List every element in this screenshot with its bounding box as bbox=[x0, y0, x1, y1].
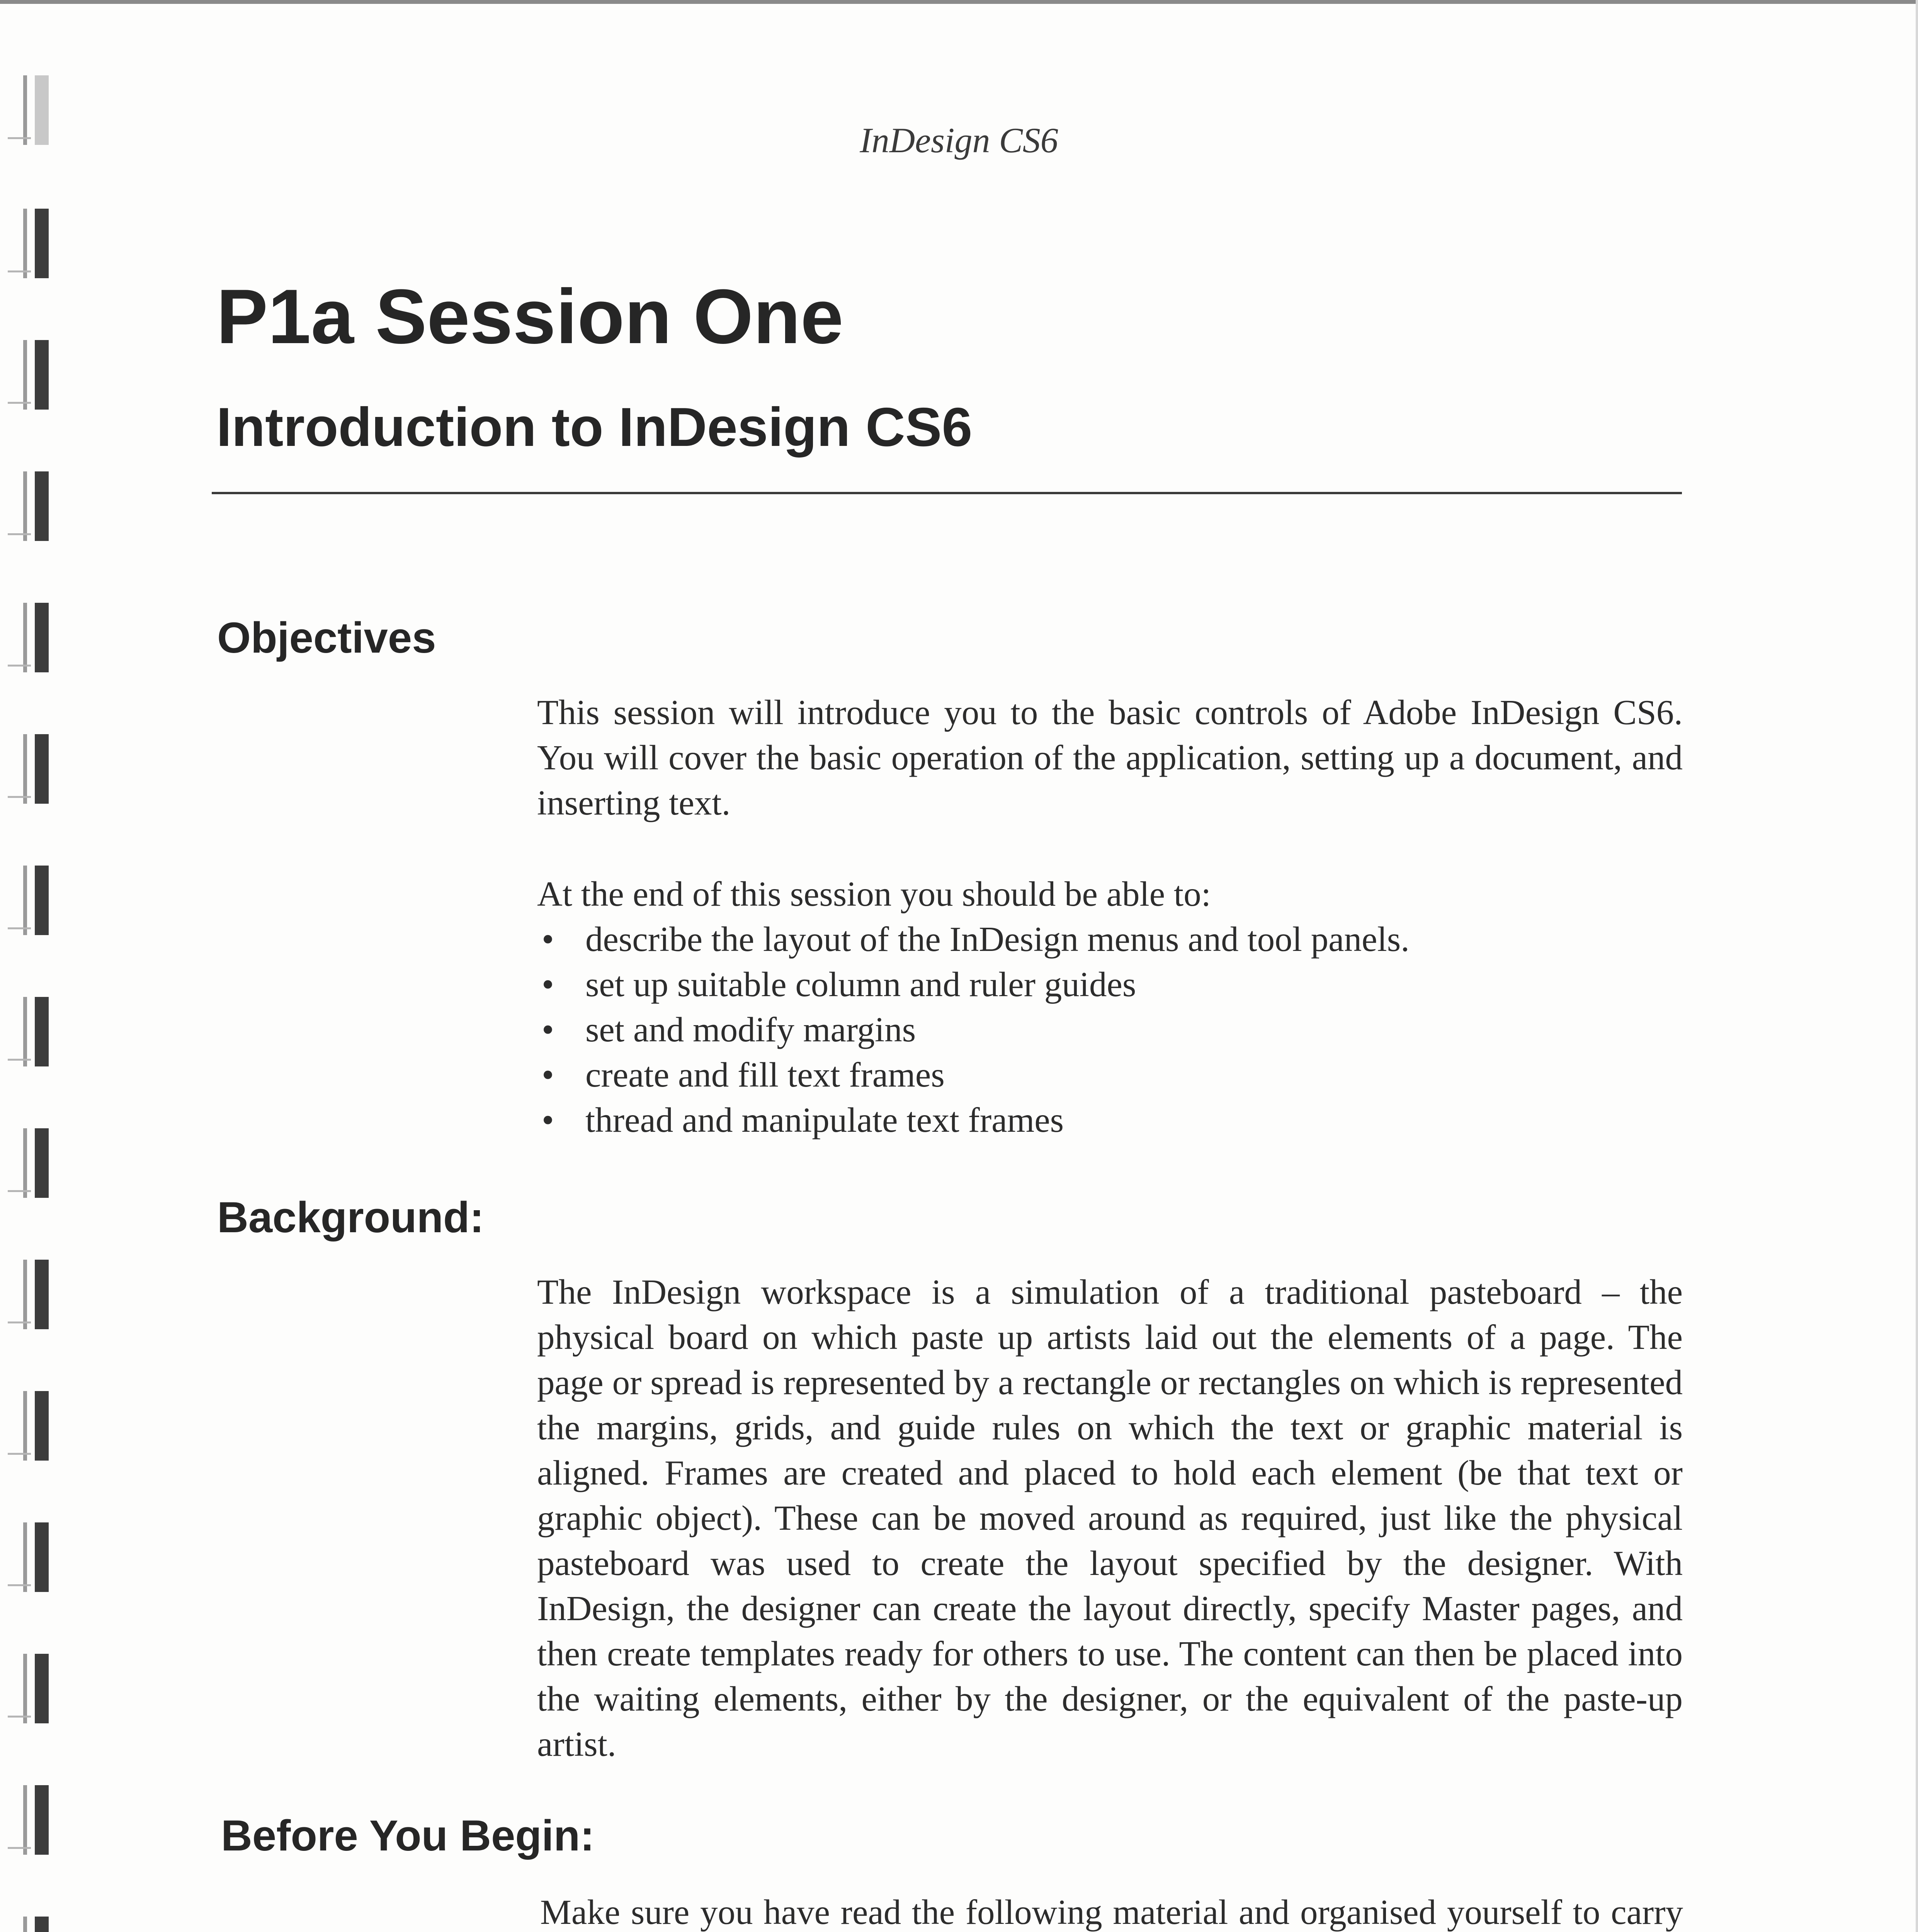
objectives-heading: Objectives bbox=[217, 614, 436, 662]
binding-mark bbox=[8, 603, 50, 672]
objectives-intro-text: This session will introduce you to the basic controls of Adobe InDesign CS6. You will cover the basic operation of the application, setting up a document, and inserting text. bbox=[537, 693, 1683, 822]
binding-mark bbox=[8, 734, 50, 804]
before-you-begin-para1: Make sure you have read the following material and organised yourself to carry bbox=[540, 1893, 1683, 1932]
binding-mark bbox=[8, 1785, 50, 1855]
binding-mark bbox=[8, 471, 50, 541]
binding-mark bbox=[8, 1654, 50, 1723]
page-title: P1a Session One bbox=[216, 274, 843, 360]
binding-mark bbox=[8, 997, 50, 1066]
background-block bbox=[537, 1269, 1683, 1767]
scan-right-edge bbox=[1916, 0, 1918, 1932]
scan-top-edge bbox=[0, 0, 1918, 4]
list-item: • create and fill text frames bbox=[542, 1055, 945, 1094]
list-item: • describe the layout of the InDesign menus and tool panels. bbox=[542, 920, 1410, 959]
running-head: InDesign CS6 bbox=[860, 121, 1058, 160]
background-text: The InDesign workspace is a simulation of a traditional pasteboard – the physical board on which paste up artists laid out the elements of a page. The page or spread is represented by a rectangle or rectangles on which is represented the margins, grids, and guide rules on which the text or graphic material is aligned. Frames are created and placed to hold each element (be that text or graphic object). These can be moved around as required, just like the physical pasteboard was used to create the layout specified by the designer. With InDesign, the designer can create the layout directly, specify Master pages, and then create templates ready for others to use. The content can then be placed into the waiting elements, either by the designer, or the equivalent of the paste-up artist. bbox=[537, 1272, 1683, 1764]
before-you-begin-heading: Before You Begin: bbox=[221, 1811, 595, 1860]
binding-mark bbox=[8, 1522, 50, 1592]
objectives-intro bbox=[537, 690, 1683, 825]
before-you-begin-para1-block bbox=[540, 1889, 1683, 1932]
list-item: • set and modify margins bbox=[542, 1010, 916, 1049]
spiral-binding bbox=[0, 0, 58, 1932]
objectives-list-block bbox=[537, 871, 1683, 1143]
binding-mark bbox=[8, 1391, 50, 1461]
binding-mark bbox=[8, 1260, 50, 1329]
title-rule bbox=[212, 492, 1682, 494]
objectives-lead-in: At the end of this session you should be able to: bbox=[537, 874, 1211, 913]
binding-mark bbox=[8, 1128, 50, 1198]
list-item: • set up suitable column and ruler guides bbox=[542, 965, 1136, 1004]
binding-mark bbox=[8, 209, 50, 278]
page-subtitle: Introduction to InDesign CS6 bbox=[216, 396, 973, 458]
objectives-list bbox=[537, 917, 1683, 1143]
background-heading: Background: bbox=[217, 1193, 484, 1242]
binding-mark bbox=[8, 1917, 50, 1932]
binding-mark bbox=[8, 866, 50, 935]
list-item: • thread and manipulate text frames bbox=[542, 1100, 1064, 1139]
binding-mark bbox=[8, 340, 50, 410]
